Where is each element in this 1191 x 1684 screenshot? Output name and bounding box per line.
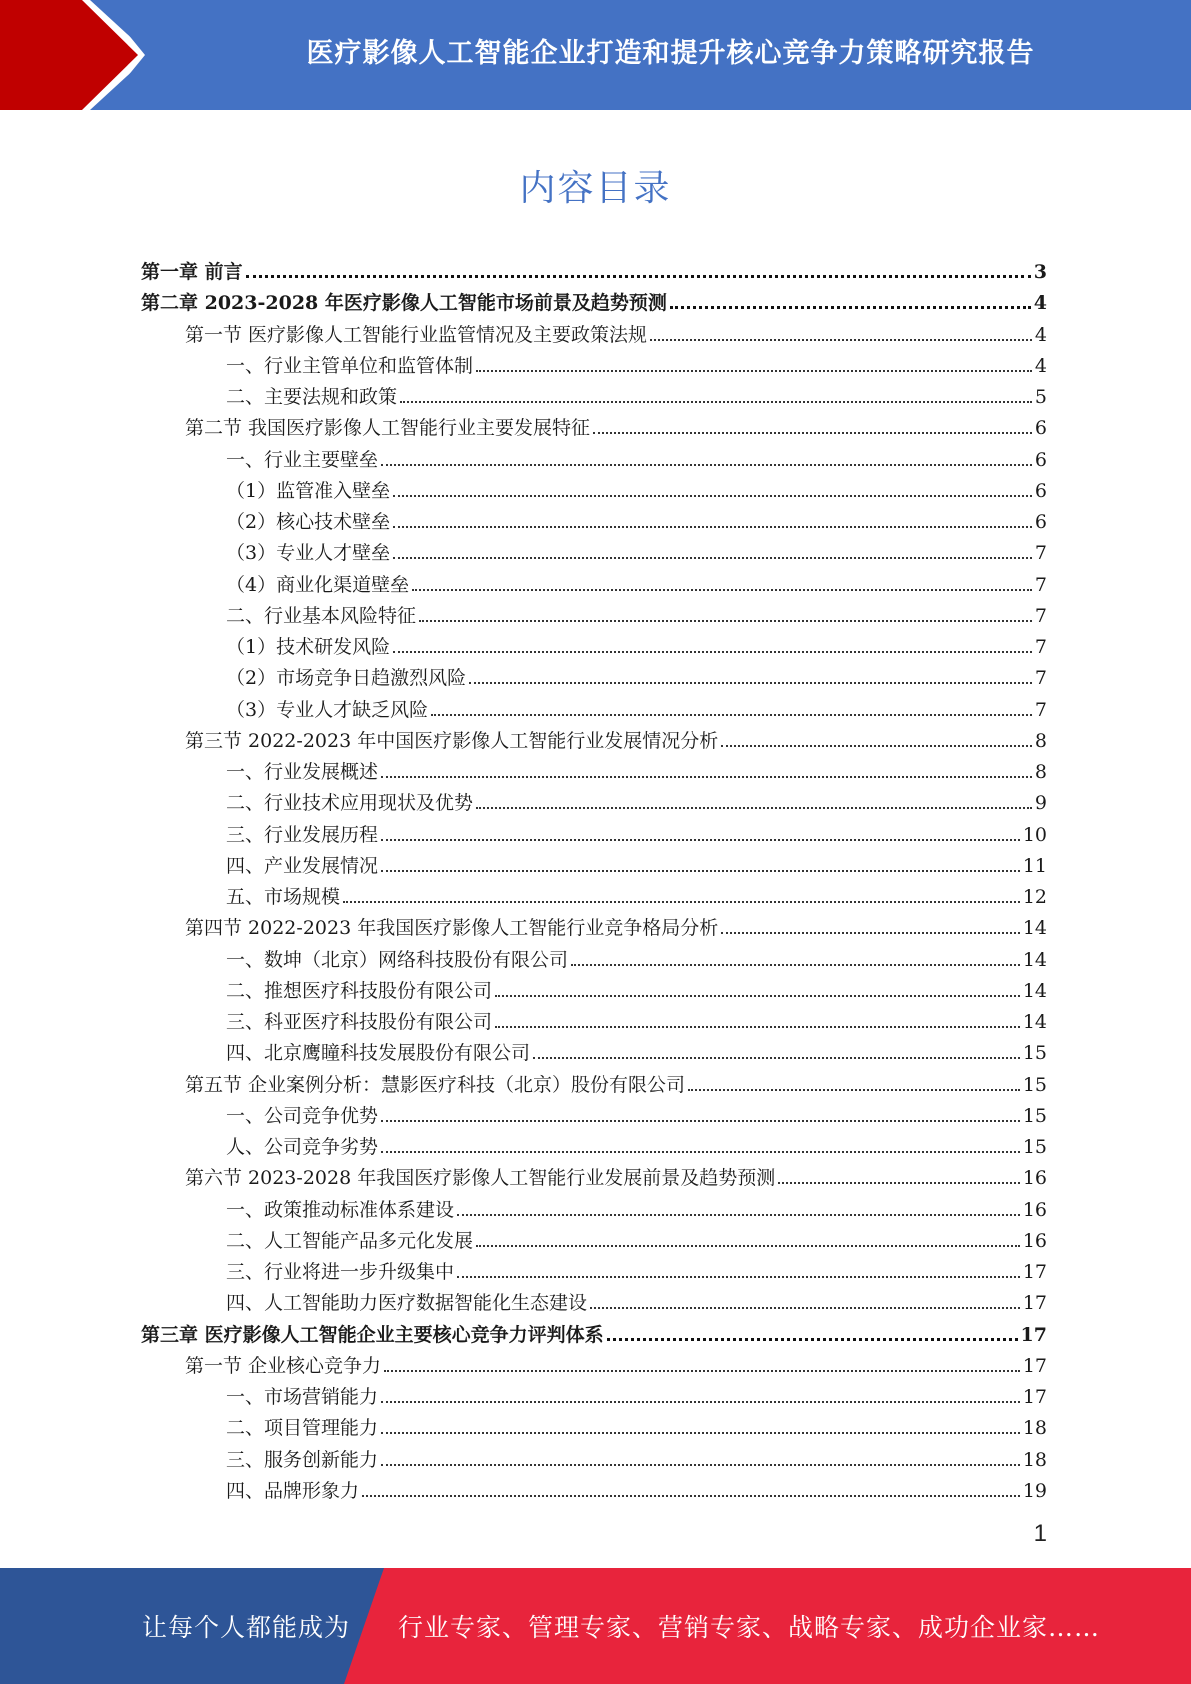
toc-dot-leader xyxy=(469,682,1032,684)
toc-entry[interactable] xyxy=(226,1096,1047,1127)
toc-entry[interactable] xyxy=(226,440,1047,471)
toc-entry-title: 二、项目管理能力 xyxy=(226,1417,379,1440)
toc-dot-leader xyxy=(362,1495,1020,1497)
toc-entry[interactable] xyxy=(226,346,1047,377)
toc-entry[interactable] xyxy=(226,565,1047,596)
toc-entry-title: 第一节 医疗影像人工智能行业监管情况及主要政策法规 xyxy=(185,323,648,346)
toc-entry-title: （2）市场竞争日趋激烈风险 xyxy=(226,667,467,690)
toc-entry-page: 4 xyxy=(1034,323,1047,346)
toc-entry-title: 二、行业基本风险特征 xyxy=(226,604,417,627)
toc-entry-title: 二、推想医疗科技股份有限公司 xyxy=(226,979,493,1002)
toc-entry[interactable] xyxy=(226,815,1047,846)
toc-entry-page: 14 xyxy=(1022,917,1047,940)
toc-entry-page: 4 xyxy=(1033,292,1047,315)
toc-entry-page: 7 xyxy=(1034,698,1047,721)
page-number: 1 xyxy=(1033,1520,1047,1547)
toc-entry-title: 第四节 2022-2023 年我国医疗影像人工智能行业竞争格局分析 xyxy=(185,917,719,940)
toc-entry-title: 第一章 前言 xyxy=(141,261,243,283)
toc-dot-leader xyxy=(495,995,1020,997)
toc-entry-page: 6 xyxy=(1034,511,1047,533)
toc-entry[interactable] xyxy=(141,1315,1047,1346)
toc-entry[interactable] xyxy=(226,1283,1047,1314)
toc-entry-page: 7 xyxy=(1034,636,1047,658)
toc-dot-leader xyxy=(778,1182,1020,1184)
toc-dot-leader xyxy=(246,275,1031,278)
toc-dot-leader xyxy=(400,401,1032,403)
toc-entry[interactable] xyxy=(226,377,1047,408)
toc-entry[interactable] xyxy=(141,283,1047,314)
toc-entry[interactable] xyxy=(226,596,1047,627)
toc-dot-leader xyxy=(571,964,1020,966)
toc-dot-leader xyxy=(381,1401,1020,1403)
toc-entry[interactable] xyxy=(226,1002,1047,1033)
toc-entry-page: 16 xyxy=(1022,1198,1047,1221)
toc-entry-page: 9 xyxy=(1034,792,1047,815)
toc-entry[interactable] xyxy=(226,877,1047,908)
footer-banner xyxy=(0,1568,1191,1684)
toc-entry-title: 一、市场营销能力 xyxy=(226,1386,379,1408)
toc-dot-leader xyxy=(495,1026,1020,1028)
toc-entry-title: 三、科亚医疗科技股份有限公司 xyxy=(226,1011,493,1033)
toc-entry-title: 三、服务创新能力 xyxy=(226,1448,379,1471)
report-title: 医疗影像人工智能企业打造和提升核心竞争力策略研究报告 xyxy=(306,37,1035,69)
toc-entry-title: 第三节 2022-2023 年中国医疗影像人工智能行业发展情况分析 xyxy=(185,729,719,752)
toc-entry-page: 6 xyxy=(1034,448,1047,471)
toc-entry-title: （3）专业人才缺乏风险 xyxy=(226,698,429,721)
toc-dot-leader xyxy=(381,839,1020,841)
toc-entry-page: 6 xyxy=(1034,417,1047,440)
toc-entry[interactable] xyxy=(226,1252,1047,1283)
toc-dot-leader xyxy=(381,776,1032,778)
toc-entry-title: 三、行业将进一步升级集中 xyxy=(226,1261,455,1283)
toc-entry-title: 四、北京鹰瞳科技发展股份有限公司 xyxy=(226,1042,531,1065)
toc-entry-page: 14 xyxy=(1022,1011,1047,1033)
toc-dot-leader xyxy=(476,1245,1020,1247)
toc-entry[interactable] xyxy=(226,1377,1047,1408)
toc-entry-page: 3 xyxy=(1033,261,1047,283)
toc-entry-page: 18 xyxy=(1022,1417,1047,1440)
toc-entry[interactable] xyxy=(226,752,1047,783)
toc-entry-title: 一、公司竞争优势 xyxy=(226,1104,379,1127)
toc-dot-leader xyxy=(381,1464,1020,1466)
toc-entry-page: 6 xyxy=(1034,479,1047,502)
toc-dot-leader xyxy=(381,1432,1020,1434)
toc-entry-page: 17 xyxy=(1022,1292,1047,1315)
toc-dot-leader xyxy=(457,1276,1020,1278)
toc-entry-title: （2）核心技术壁垒 xyxy=(226,511,391,533)
toc-entry-page: 8 xyxy=(1034,729,1047,752)
toc-dot-leader xyxy=(533,1057,1020,1059)
toc-entry[interactable] xyxy=(185,1065,1047,1096)
toc-entry-page: 10 xyxy=(1022,823,1047,846)
footer-slogan-right: 行业专家、管理专家、营销专家、战略专家、成功企业家…… xyxy=(398,1613,1101,1642)
toc-dot-leader xyxy=(431,714,1032,716)
toc-dot-leader xyxy=(419,620,1032,622)
toc-entry[interactable] xyxy=(226,1033,1047,1064)
toc-entry-page: 14 xyxy=(1022,948,1047,971)
toc-dot-leader xyxy=(476,807,1032,809)
toc-entry-page: 5 xyxy=(1034,386,1047,408)
toc-entry-page: 17 xyxy=(1022,1354,1047,1377)
toc-entry[interactable] xyxy=(226,846,1047,877)
toc-dot-leader xyxy=(650,339,1032,341)
toc-entry[interactable] xyxy=(185,721,1047,752)
toc-entry-title: 第二章 2023-2028 年医疗影像人工智能市场前景及趋势预测 xyxy=(141,292,667,315)
toc-entry-title: 一、行业主管单位和监管体制 xyxy=(226,354,474,377)
toc-dot-leader xyxy=(476,370,1032,372)
header-banner xyxy=(0,0,1191,110)
toc-entry-title: 第一节 企业核心竞争力 xyxy=(185,1354,382,1377)
toc-entry[interactable] xyxy=(141,252,1047,283)
toc-entry-page: 18 xyxy=(1022,1448,1047,1471)
toc-entry-title: 二、主要法规和政策 xyxy=(226,386,398,408)
toc-dot-leader xyxy=(384,1370,1020,1372)
toc-dot-leader xyxy=(393,526,1032,528)
toc-entry[interactable] xyxy=(226,940,1047,971)
toc-entry-title: 三、行业发展历程 xyxy=(226,823,379,846)
toc-dot-leader xyxy=(381,870,1020,872)
toc-entry-page: 11 xyxy=(1022,854,1047,877)
toc-dot-leader xyxy=(593,432,1032,434)
toc-entry-page: 14 xyxy=(1022,979,1047,1002)
toc-entry[interactable] xyxy=(226,1440,1047,1471)
toc-dot-leader xyxy=(590,1307,1020,1309)
toc-entry-title: 第二节 我国医疗影像人工智能行业主要发展特征 xyxy=(185,417,591,440)
toc-entry-title: 一、行业主要壁垒 xyxy=(226,448,379,471)
toc-entry-page: 16 xyxy=(1022,1167,1047,1190)
toc-entry-title: 第三章 医疗影像人工智能企业主要核心竞争力评判体系 xyxy=(141,1323,604,1346)
toc-entry-page: 15 xyxy=(1022,1136,1047,1158)
toc-entry-title: 二、行业技术应用现状及优势 xyxy=(226,792,474,815)
toc-entry-page: 15 xyxy=(1022,1104,1047,1127)
toc-entry[interactable] xyxy=(226,1127,1047,1158)
toc-entry[interactable] xyxy=(185,1158,1047,1189)
toc-entry-title: （1）监管准入壁垒 xyxy=(226,479,391,502)
toc-entry-title: 五、市场规模 xyxy=(226,886,341,908)
toc-entry-page: 8 xyxy=(1034,761,1047,783)
toc-dot-leader xyxy=(393,557,1032,559)
toc-entry-page: 19 xyxy=(1022,1479,1047,1502)
toc-entry[interactable] xyxy=(226,533,1047,564)
toc-dot-leader xyxy=(688,1089,1020,1091)
toc-entry-page: 7 xyxy=(1034,542,1047,565)
toc-entry-page: 17 xyxy=(1022,1261,1047,1283)
toc-entry-page: 7 xyxy=(1034,573,1047,596)
toc-entry[interactable] xyxy=(226,783,1047,814)
toc-entry-title: （1）技术研发风险 xyxy=(226,636,391,658)
toc-dot-leader xyxy=(721,745,1032,747)
toc-entry-title: 人、公司竞争劣势 xyxy=(226,1136,379,1158)
toc-entry[interactable] xyxy=(226,1471,1047,1502)
toc-entry-title: （3）专业人才壁垒 xyxy=(226,542,391,565)
toc-entry[interactable] xyxy=(185,315,1047,346)
toc-entry[interactable] xyxy=(226,471,1047,502)
toc-dot-leader xyxy=(721,932,1020,934)
toc-dot-leader xyxy=(393,495,1032,497)
toc-entry-page: 17 xyxy=(1022,1386,1047,1408)
toc-dot-leader xyxy=(381,464,1032,466)
toc-entry[interactable] xyxy=(185,408,1047,439)
toc-entry-page: 4 xyxy=(1034,354,1047,377)
toc-entry-page: 16 xyxy=(1022,1229,1047,1252)
toc-entry-title: （4）商业化渠道壁垒 xyxy=(226,573,410,596)
toc-entry-title: 一、政策推动标准体系建设 xyxy=(226,1198,455,1221)
toc-entry-page: 15 xyxy=(1022,1073,1047,1096)
toc-entry-title: 第六节 2023-2028 年我国医疗影像人工智能行业发展前景及趋势预测 xyxy=(185,1167,776,1190)
toc-entry-page: 17 xyxy=(1020,1323,1047,1346)
toc-entry-title: 四、产业发展情况 xyxy=(226,854,379,877)
toc-entry[interactable] xyxy=(226,690,1047,721)
toc-dot-leader xyxy=(607,1338,1018,1341)
toc-entry-page: 15 xyxy=(1022,1042,1047,1065)
toc-dot-leader xyxy=(457,1214,1020,1216)
toc-entry[interactable] xyxy=(226,1190,1047,1221)
toc-entry-title: 四、人工智能助力医疗数据智能化生态建设 xyxy=(226,1292,588,1315)
footer-slogan-left: 让每个人都能成为 xyxy=(142,1613,351,1642)
toc-entry-title: 第五节 企业案例分析：慧影医疗科技（北京）股份有限公司 xyxy=(185,1073,686,1096)
toc-entry-page: 7 xyxy=(1034,667,1047,690)
toc-entry[interactable] xyxy=(226,658,1047,689)
toc-entry-title: 一、数坤（北京）网络科技股份有限公司 xyxy=(226,948,569,971)
page-title: 内容目录 xyxy=(519,168,672,209)
header-arrow-decoration xyxy=(0,0,150,110)
toc-dot-leader xyxy=(381,1120,1020,1122)
toc-entry-page: 7 xyxy=(1034,604,1047,627)
toc-entry[interactable] xyxy=(185,1346,1047,1377)
toc-entry[interactable] xyxy=(226,1408,1047,1439)
toc-entry-page: 12 xyxy=(1022,886,1047,908)
toc-dot-leader xyxy=(412,589,1032,591)
toc-entry-title: 一、行业发展概述 xyxy=(226,761,379,783)
toc-entry[interactable] xyxy=(226,971,1047,1002)
toc-entry[interactable] xyxy=(226,627,1047,658)
toc-entry[interactable] xyxy=(226,502,1047,533)
toc-entry-title: 四、品牌形象力 xyxy=(226,1479,360,1502)
toc-entry-title: 二、人工智能产品多元化发展 xyxy=(226,1229,474,1252)
toc-dot-leader xyxy=(670,306,1031,309)
toc-dot-leader xyxy=(393,651,1032,653)
toc-dot-leader xyxy=(381,1151,1020,1153)
toc-entry[interactable] xyxy=(226,1221,1047,1252)
toc-entry[interactable] xyxy=(185,908,1047,939)
toc-dot-leader xyxy=(343,901,1020,903)
